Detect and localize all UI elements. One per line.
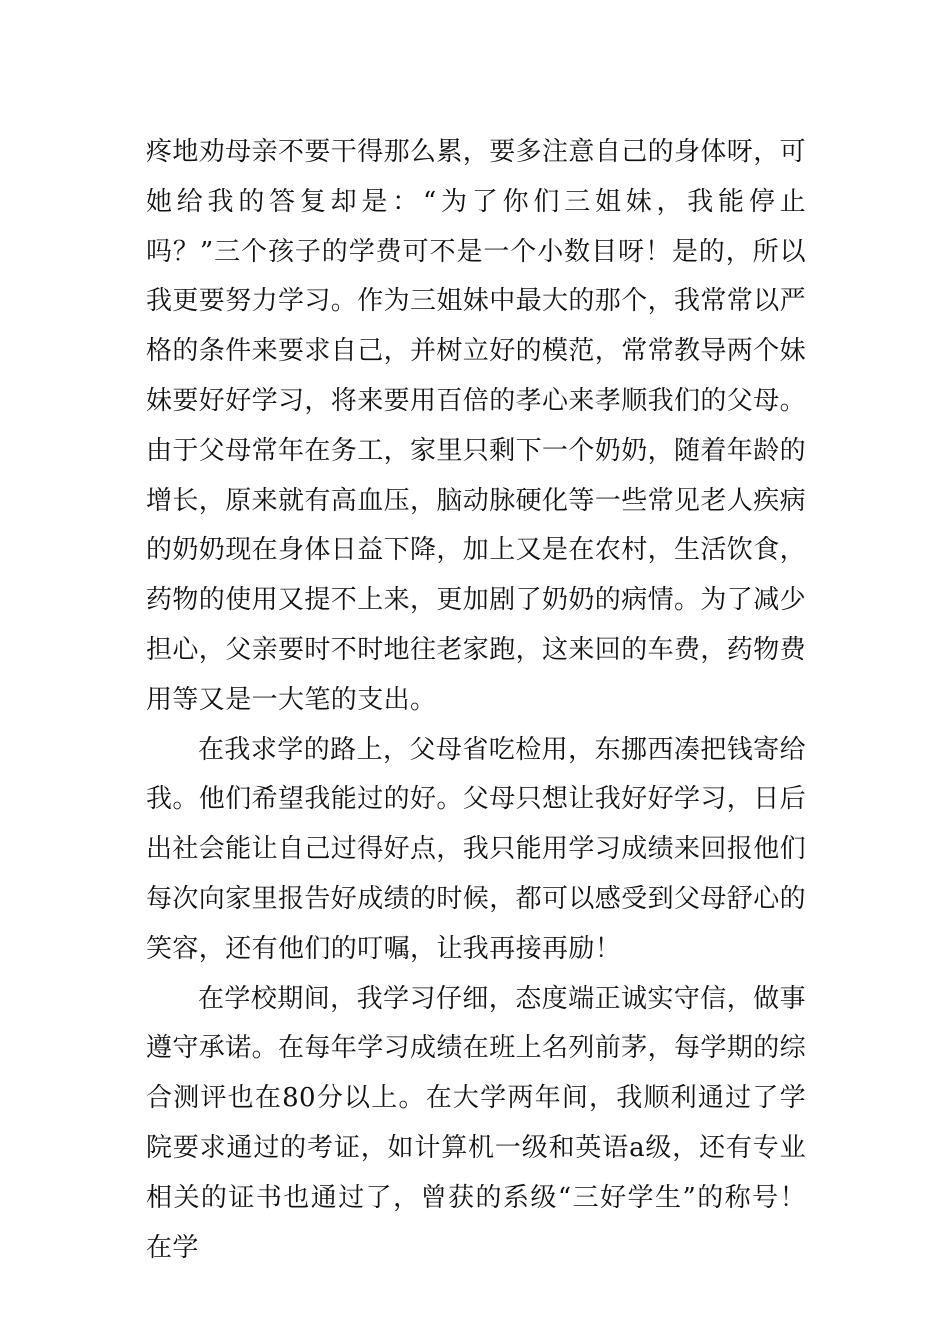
paragraph-2: 在我求学的路上，父母省吃检用，东挪西凑把钱寄给我。他们希望我能过的好。父母只想让我好好学习，日后出社会能让自己过得好点，我只能用学习成绩来回报他们每次向家里报告好成绩的时候，都可以感受到父母舒心的笑容，还有他们的叮嘱，让我再接再励！ [146,734,807,964]
document-body [146,128,806,1273]
paragraph-3: 在学校期间，我学习仔细，态度端正诚实守信，做事遵守承诺。在每年学习成绩在班上名列前茅，每学期的综合测评也在80分以上。在大学两年间，我顺利通过了学院要求通过的考证，如计算机一级和英语a级，还有专业相关的证书也通过了，曾获的系级“三好学生”的称号！在学 [146,983,807,1263]
paragraph-1: 疼地劝母亲不要干得那么累，要多注意自己的身体呀，可她给我的答复却是：“为了你们三姐妹，我能停止吗？”三个孩子的学费可不是一个小数目呀！是的，所以我更要努力学习。作为三姐妹中最大的那个，我常常以严格的条件来要求自己，并树立好的模范，常常教导两个妹妹要好好学习，将来要用百倍的孝心来孝顺我们的父母。由于父母常年在务工，家里只剩下一个奶奶，随着年龄的增长，原来就有高血压，脑动脉硬化等一些常见老人疾病的奶奶现在身体日益下降，加上又是在农村，生活饮食，药物的使用又提不上来，更加剧了奶奶的病情。为了减少担心，父亲要时不时地往老家跑，这来回的车费，药物费用等又是一大笔的支出。 [146,137,807,715]
